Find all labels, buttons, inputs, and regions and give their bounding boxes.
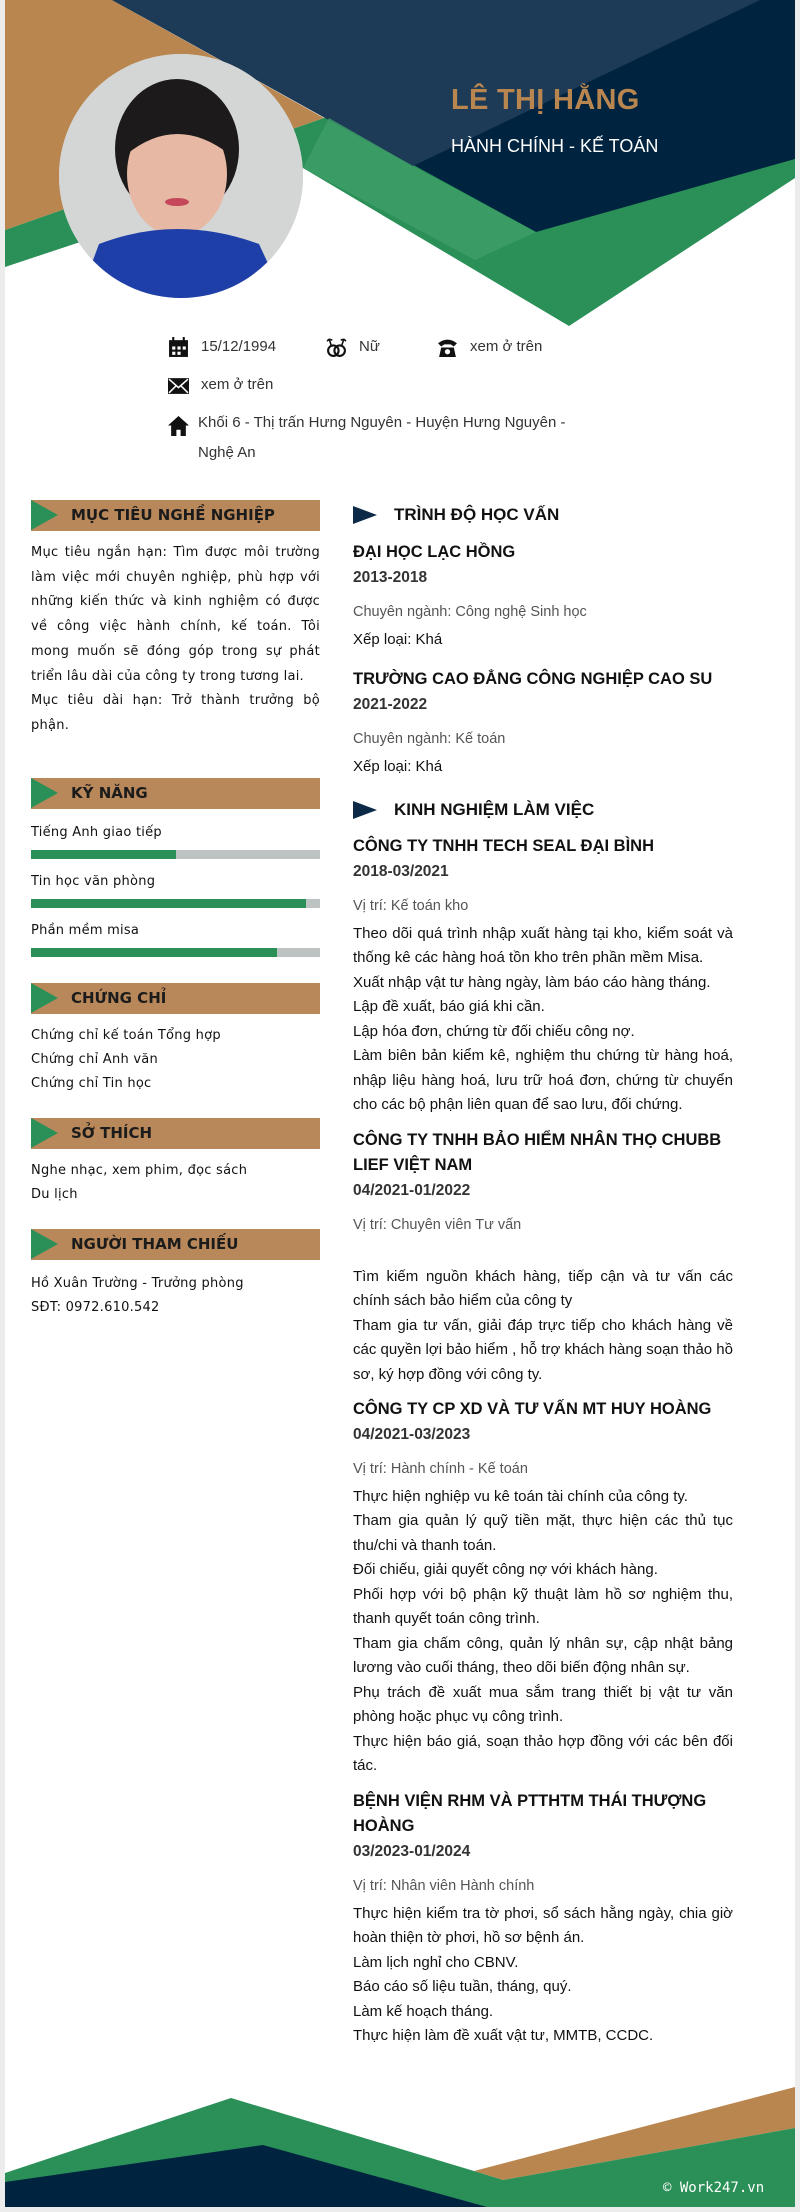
experience-list — [353, 834, 733, 2049]
education-header — [353, 503, 733, 527]
job-duty: Tham gia chấm công, quản lý nhân sự, cập nhật bảng lương vào cuối tháng, theo dõi biến động nhân sự. — [353, 1634, 733, 1676]
job-duty: Phối hợp với bộ phận kỹ thuật làm hồ sơ nghiệm thu, thanh quyết toán công trình. — [353, 1585, 733, 1627]
experience-period: 04/2021-03/2023 — [353, 1425, 471, 1443]
education-list — [353, 540, 733, 779]
skill-progress-bar — [31, 948, 320, 957]
school-name: TRƯỜNG CAO ĐẲNG CÔNG NGHIỆP CAO SU — [353, 670, 713, 688]
job-duty: Tham gia quản lý quỹ tiền mặt, thực hiện các thủ tục thu/chi và thanh toán. — [353, 1512, 733, 1554]
skill-name: Tin học văn phòng — [31, 874, 156, 889]
skill-progress-fill — [31, 850, 176, 859]
skill-name: Phần mềm misa — [31, 923, 140, 938]
section-title: TRÌNH ĐỘ HỌC VẤN — [394, 505, 560, 524]
gender-icon — [326, 337, 347, 358]
section-title: NGƯỜI THAM CHIẾU — [71, 1235, 239, 1253]
experience-item — [353, 1128, 733, 1388]
hobby-item: Du lịch — [31, 1187, 78, 1202]
job-duty: Thực hiện kiểm tra tờ phơi, sổ sách hằng ngày, chia giờ hoàn thiện tờ phơi, hồ sơ bệnh án. — [353, 1904, 733, 1946]
education-period: 2013-2018 — [353, 568, 428, 586]
experience-period: 04/2021-01/2022 — [353, 1181, 471, 1199]
triangle-icon — [31, 1118, 58, 1148]
job-description — [353, 1902, 733, 2049]
job-duty: Làm biên bản kiểm kê, nghiệm thu chứng từ hàng hoá, nhập liệu hàng hoá, lưu trữ hoá đơn, chứng từ chuyển cho các bộ phận liên quan để sao lưu, đối chứng. — [353, 1047, 733, 1113]
email-text: xem ở trên — [201, 376, 274, 393]
education-item — [353, 540, 733, 652]
job-position: Vị trí: Chuyên viên Tư vấn — [353, 1216, 522, 1233]
section-header — [31, 500, 320, 531]
certificate-item: Chứng chỉ kế toán Tổng hợp — [31, 1028, 221, 1043]
address-text: Khối 6 - Thị trấn Hưng Nguyên - Huyện Hưng Nguyên - Nghệ An — [198, 414, 566, 461]
certificates-section — [31, 983, 320, 1096]
objective-long-term: Mục tiêu dài hạn: Trở thành trưởng bộ phận. — [31, 693, 320, 733]
phone-text: xem ở trên — [470, 338, 543, 355]
skill-progress-bar — [31, 850, 320, 859]
watermark: © Work247.vn — [663, 2180, 765, 2196]
contact-address — [168, 413, 588, 468]
contact-gender — [326, 337, 380, 358]
triangle-icon — [353, 506, 377, 524]
company-name: CÔNG TY CP XD VÀ TƯ VẤN MT HUY HOÀNG — [353, 1400, 712, 1418]
experience-item — [353, 1789, 733, 2049]
job-duty: Phụ trách đề xuất mua sắm trang thiết bị vật tư văn phòng hoặc phục vụ công trình. — [353, 1683, 733, 1725]
company-name: CÔNG TY TNHH TECH SEAL ĐẠI BÌNH — [353, 837, 654, 855]
hobbies-section — [31, 1118, 320, 1207]
candidate-role: HÀNH CHÍNH - KẾ TOÁN — [451, 136, 659, 156]
job-description — [353, 1485, 733, 1779]
skill-progress-fill — [31, 948, 277, 957]
job-duty: Lập hóa đơn, chứng từ đối chiếu công nợ. — [353, 1022, 635, 1040]
certificate-item: Chứng chỉ Anh văn — [31, 1052, 158, 1067]
contact-email — [168, 375, 273, 396]
skill-progress-fill — [31, 899, 306, 908]
section-title: KỸ NĂNG — [71, 784, 148, 802]
cv-page — [5, 0, 795, 2207]
job-description — [353, 922, 733, 1118]
section-header — [31, 1229, 320, 1260]
contact-birthday — [168, 337, 276, 358]
job-duty: Xuất nhập vật tư hàng ngày, làm báo cáo hàng tháng. — [353, 973, 711, 991]
education-major: Chuyên ngành: Công nghệ Sinh học — [353, 603, 587, 620]
job-duty: Làm lịch nghỉ cho CBNV. — [353, 1953, 519, 1971]
phone-icon — [437, 337, 458, 358]
experience-item — [353, 834, 733, 1118]
reference-item: SĐT: 0972.610.542 — [31, 1300, 160, 1315]
birthday-text: 15/12/1994 — [201, 338, 277, 355]
company-name: CÔNG TY TNHH BẢO HIỂM NHÂN THỌ CHUBB LIEF VIỆT NAM — [353, 1130, 722, 1174]
job-duty: Lập đề xuất, báo giá khi cần. — [353, 998, 545, 1015]
experience-item — [353, 1397, 733, 1779]
skill-name: Tiếng Anh giao tiếp — [31, 825, 162, 840]
education-grade: Xếp loại: Khá — [353, 757, 443, 775]
envelope-icon — [168, 375, 189, 396]
job-description — [353, 1241, 733, 1388]
education-major: Chuyên ngành: Kế toán — [353, 730, 506, 747]
triangle-icon — [31, 778, 58, 808]
section-header — [31, 1118, 320, 1149]
hobby-item: Nghe nhạc, xem phim, đọc sách — [31, 1163, 248, 1178]
section-header — [31, 983, 320, 1014]
job-duty: Thực hiện báo giá, soạn thảo hợp đồng với các bên đối tác. — [353, 1732, 733, 1774]
job-duty: Tham gia tư vấn, giải đáp trực tiếp cho khách hàng về các quyền lợi bảo hiểm , hỗ trợ khách hàng soạn thảo hồ sơ, ký hợp đồng với công ty. — [353, 1316, 733, 1383]
references-section — [31, 1229, 320, 1320]
section-title: KINH NGHIỆM LÀM VIỆC — [394, 800, 595, 819]
objective-section — [31, 500, 320, 739]
job-duty: Theo dõi quá trình nhập xuất hàng tại kho, kiểm soát và thống kê các hàng hoá tồn kho trên phần mềm Misa. — [353, 924, 733, 966]
job-duty: Làm kế hoạch tháng. — [353, 2002, 494, 2020]
avatar — [59, 54, 303, 298]
certificate-item: Chứng chỉ Tin học — [31, 1076, 152, 1091]
home-icon — [168, 415, 189, 436]
education-period: 2021-2022 — [353, 695, 428, 713]
experience-header — [353, 798, 733, 822]
section-title: CHỨNG CHỈ — [71, 989, 167, 1007]
objective-short-term: Mục tiêu ngắn hạn: Tìm được môi trường làm việc mới chuyên nghiệp, phù hợp với những kiến thức và kinh nghiệm có được về công việc hành chính, kế toán. Tôi mong muốn sẽ đóng góp trong sự phát triển lâu dài của công ty trong tương lai. — [31, 545, 320, 684]
section-title: MỤC TIÊU NGHỀ NGHIỆP — [71, 506, 275, 524]
skills-section — [31, 778, 320, 970]
job-position: Vị trí: Hành chính - Kế toán — [353, 1460, 528, 1477]
job-duty: Thực hiện nghiệp vu kê toán tài chính của công ty. — [353, 1487, 688, 1505]
section-title: SỞ THÍCH — [71, 1124, 153, 1142]
reference-item: Hồ Xuân Trường - Trưởng phòng — [31, 1276, 244, 1291]
company-name: BỆNH VIỆN RHM VÀ PTTHTM THÁI THƯỢNG HOÀNG — [353, 1791, 707, 1835]
education-item — [353, 667, 733, 779]
contact-phone — [437, 337, 542, 358]
gender-text: Nữ — [359, 338, 380, 355]
job-position: Vị trí: Nhân viên Hành chính — [353, 1877, 535, 1894]
job-position: Vị trí: Kế toán kho — [353, 897, 469, 914]
experience-period: 2018-03/2021 — [353, 862, 449, 880]
job-duty: Tìm kiếm nguồn khách hàng, tiếp cận và tư vấn các chính sách bảo hiểm của công ty — [353, 1267, 733, 1309]
experience-period: 03/2023-01/2024 — [353, 1842, 471, 1860]
skill-progress-bar — [31, 899, 320, 908]
triangle-icon — [31, 1229, 58, 1259]
job-duty: Đối chiếu, giải quyết công nợ với khách hàng. — [353, 1561, 658, 1578]
job-duty: Báo cáo số liệu tuần, tháng, quý. — [353, 1978, 572, 1995]
calendar-icon — [168, 337, 189, 358]
triangle-icon — [31, 500, 58, 530]
triangle-icon — [353, 801, 377, 819]
section-header — [31, 778, 320, 809]
job-duty: Thực hiện làm đề xuất vật tư, MMTB, CCDC. — [353, 2027, 654, 2044]
candidate-name: LÊ THỊ HẰNG — [451, 84, 640, 116]
education-grade: Xếp loại: Khá — [353, 630, 443, 648]
triangle-icon — [31, 983, 58, 1013]
school-name: ĐẠI HỌC LẠC HỒNG — [353, 543, 516, 561]
